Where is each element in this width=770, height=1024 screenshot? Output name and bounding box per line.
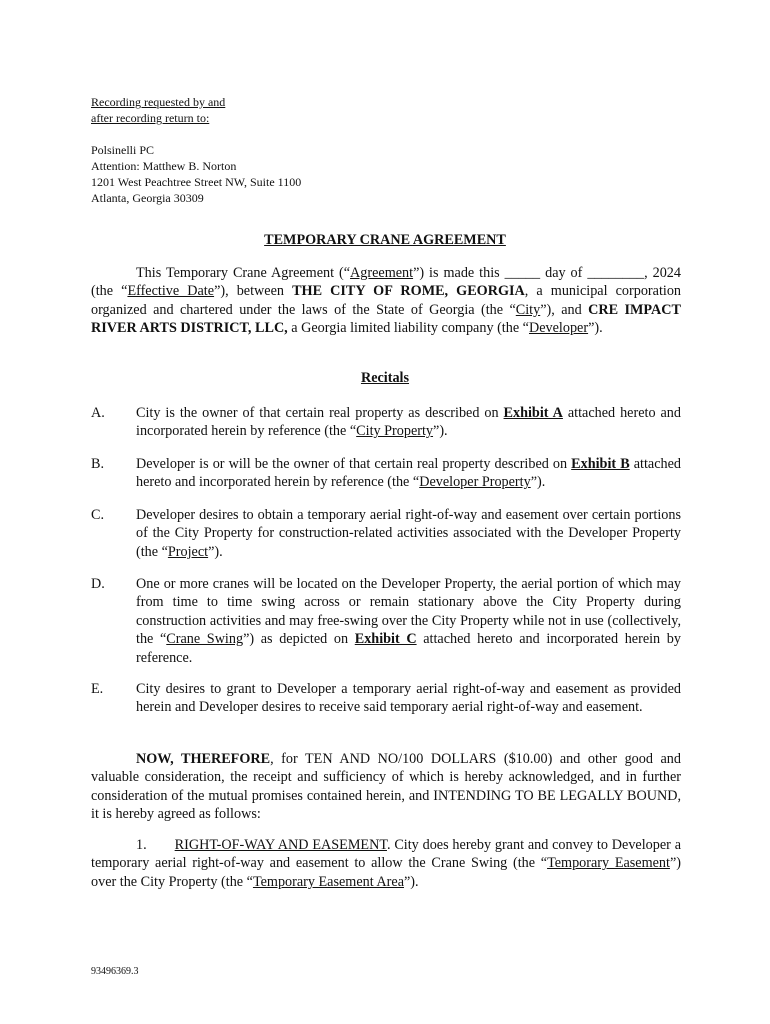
section-1-text: . City does hereby grant and convey to Developer a temporary aerial right-of-way and easement to allow the Crane Swing (the “ [91, 837, 681, 872]
section-1-text: ”). [404, 873, 419, 890]
section-1-text: ”) over the City Property (the “ [91, 855, 681, 890]
recital-text-part: ”). [433, 423, 448, 440]
document-title: TEMPORARY CRANE AGREEMENT [264, 232, 506, 248]
recital-text-part: attached hereto and incorporated herein by reference (the “ [136, 405, 681, 440]
term-city: City [515, 301, 541, 318]
term-project: Project [167, 543, 209, 560]
term-developer: Developer [528, 320, 589, 337]
recital-letter: D. [91, 576, 105, 592]
now-therefore-paragraph [91, 750, 681, 824]
recording-block [91, 94, 681, 206]
city-name: THE CITY OF ROME, GEORGIA [292, 283, 525, 300]
recital-text-part: attached hereto and incorporated herein by reference (the “ [136, 456, 681, 491]
recital-b [91, 455, 681, 492]
exhibit-a-ref: Exhibit A [503, 405, 563, 421]
exhibit-c-ref: Exhibit C [354, 631, 417, 648]
recital-letter: B. [91, 456, 105, 472]
now-therefore-text: , for TEN AND NO/100 DOLLARS ($10.00) and other good and valuable consideration, the receipt and sufficiency of which is hereby acknowledged, and in further consideration of the mutual promises contained herein, and INTENDING TO BE LEGALLY BOUND, it is hereby agreed as follows: [91, 751, 681, 823]
recital-text [136, 455, 681, 492]
recital-text: City desires to grant to Developer a temporary aerial right-of-way and easement as provided herein and Developer desires to receive said temporary aerial right-of-way and easement. [136, 681, 681, 716]
intro-text: , a municipal corporation organized and chartered under the laws of the State of Georgia (the “ [91, 283, 682, 318]
developer-name: CRE IMPACT RIVER ARTS DISTRICT, LLC, [91, 301, 681, 337]
recital-text [136, 506, 681, 561]
term-city-property: City Property [356, 423, 434, 440]
intro-text: ”), between [214, 283, 293, 300]
intro-text: This Temporary Crane Agreement (“ [136, 265, 351, 281]
recital-text-part: attached hereto and incorporated herein by reference. [136, 631, 681, 666]
intro-text: ”) is made this _____ day of ________, 2024 (the “ [91, 265, 681, 300]
recitals-heading: Recitals [360, 370, 410, 386]
recital-e [91, 680, 681, 717]
recording-attention: Attention: Matthew B. Norton [91, 159, 237, 173]
term-crane-swing: Crane Swing [166, 631, 244, 648]
recital-text-part: City is the owner of that certain real property as described on [136, 405, 504, 421]
recording-address-1: 1201 West Peachtree Street NW, Suite 1100 [91, 175, 302, 189]
recital-letter: E. [91, 681, 104, 697]
recording-line-2: after recording return to: [91, 111, 210, 125]
recital-text-part: ”). [208, 543, 223, 560]
document-id-footer: 93496369.3 [91, 966, 139, 977]
recital-d [91, 575, 681, 667]
intro-text: ”). [588, 320, 603, 337]
term-effective-date: Effective Date [127, 283, 215, 300]
recital-text-part: ”) as depicted on [243, 631, 355, 648]
recording-address-2: Atlanta, Georgia 30309 [91, 191, 204, 205]
recital-letter: A. [91, 405, 105, 421]
term-temporary-easement: Temporary Easement [547, 855, 670, 872]
recital-text-part: One or more cranes will be located on the Developer Property, the aerial portion of which may from time to time swing across or remain stationary above the City Property during construction activities and may free-swing over the City Property while not in use (collectively, the “ [136, 576, 681, 648]
recording-firm: Polsinelli PC [91, 143, 155, 157]
term-agreement: Agreement [350, 265, 414, 281]
intro-paragraph [91, 264, 681, 338]
intro-text: ”), and [540, 301, 589, 318]
recital-text [136, 404, 681, 441]
recital-c [91, 506, 681, 561]
term-temporary-easement-area: Temporary Easement Area [252, 873, 404, 890]
now-therefore-lead: NOW, THEREFORE [136, 751, 271, 767]
section-1-heading: RIGHT-OF-WAY AND EASEMENT [174, 837, 387, 853]
exhibit-b-ref: Exhibit B [571, 456, 630, 472]
recital-text-part: ”). [530, 474, 546, 491]
recital-text [136, 575, 681, 667]
section-1-paragraph [91, 836, 681, 891]
recital-text-part: Developer desires to obtain a temporary aerial right-of-way and easement over certain portions of the City Property for construction-related activities associated with the Developer Property (the “ [136, 507, 681, 560]
intro-text: a Georgia limited liability company (the “ [287, 320, 529, 337]
recording-line-1: Recording requested by and [91, 95, 226, 109]
recital-text-part: Developer is or will be the owner of that certain real property described on [136, 456, 572, 472]
recital-a [91, 404, 681, 441]
section-1-number: 1. [136, 837, 147, 853]
recital-letter: C. [91, 507, 105, 523]
term-developer-property: Developer Property [419, 474, 531, 491]
